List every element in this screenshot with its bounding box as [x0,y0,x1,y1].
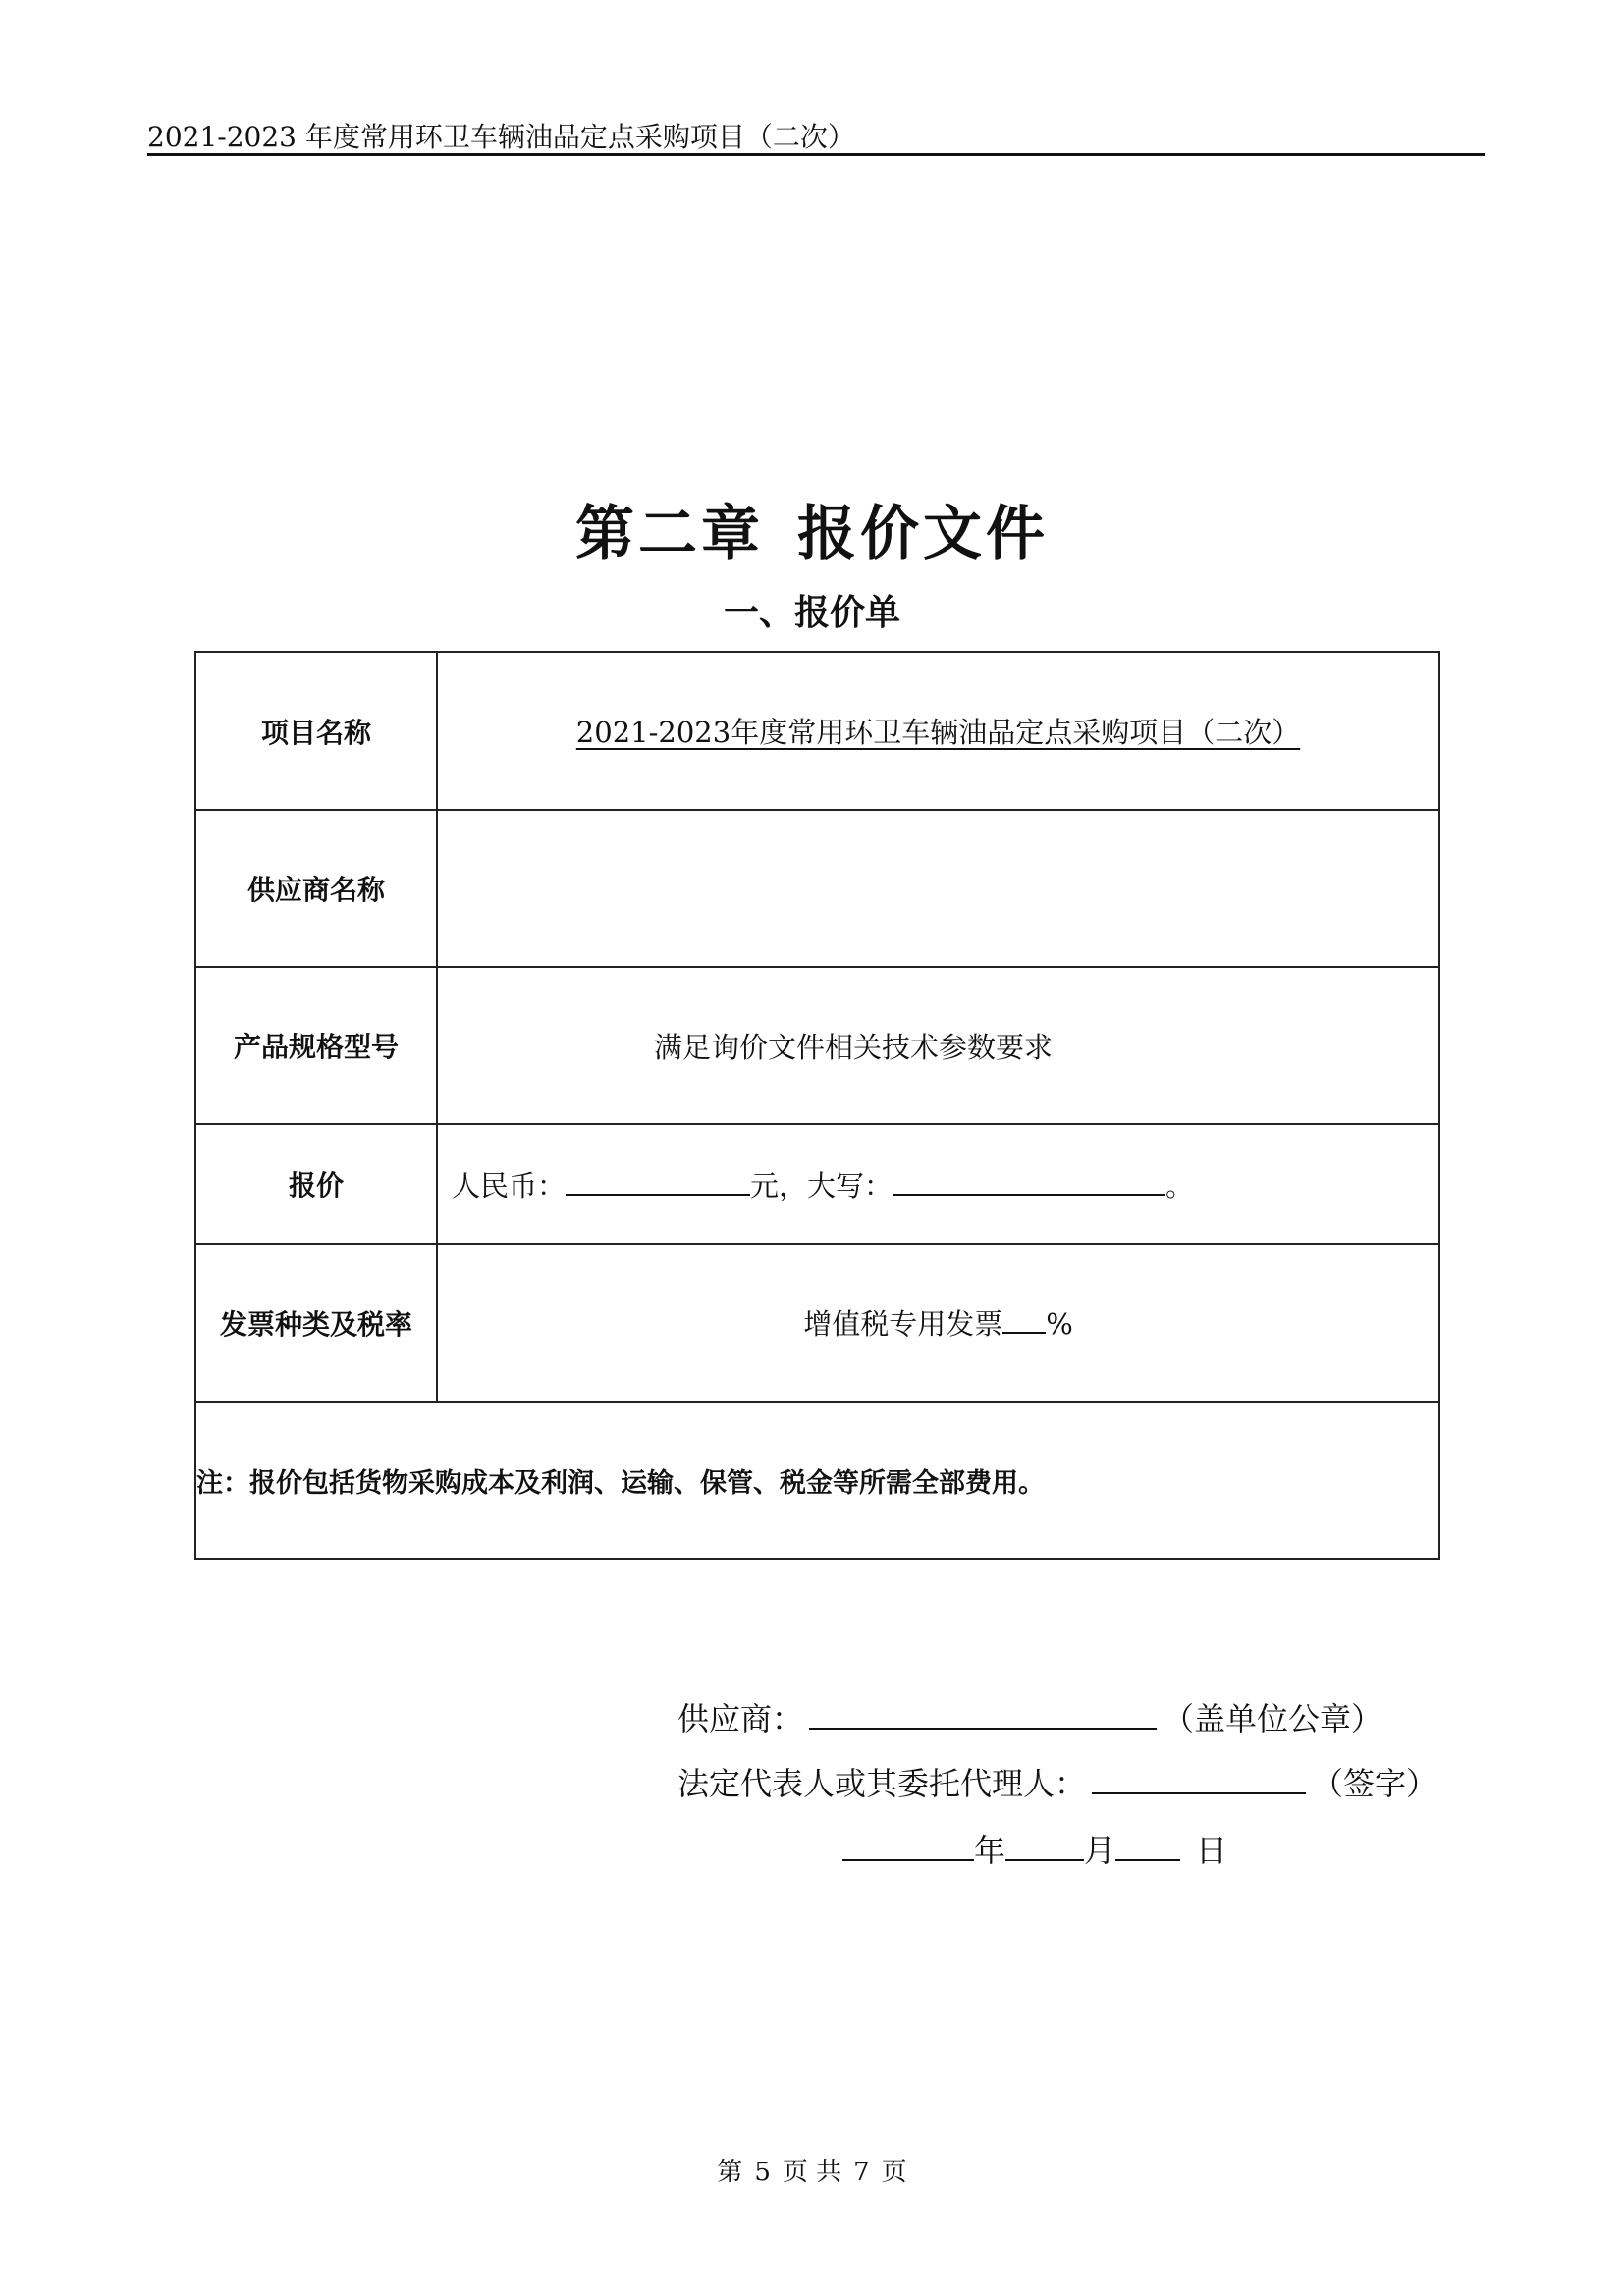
page-number: 5 [754,2158,771,2187]
chapter-name: 报价文件 [797,500,1049,568]
table-row [195,1244,1439,1402]
month-label: 月 [1084,1832,1116,1869]
project-name-value: 2021-2023年度常用环卫车辆油品定点采购项目（二次） [575,716,1301,749]
tax-rate-blank[interactable] [1002,1305,1046,1334]
header-rule [147,153,1485,156]
invoice-type-text: 增值税专用发票 [803,1308,1003,1341]
supplier-blank[interactable] [809,1700,1157,1730]
quotation-table [194,651,1440,1560]
footer-suffix: 页 [881,2158,907,2187]
supplier-seal-note: （盖单位公章） [1163,1700,1383,1737]
table-row [195,1402,1439,1559]
supplier-label: 供应商： [677,1700,804,1737]
chapter-title [0,487,1624,571]
tax-rate-percent: % [1046,1308,1073,1341]
product-spec-value: 满足询价文件相关技术参数要求 [437,967,1439,1124]
table-row [195,810,1439,967]
table-row [195,1124,1439,1244]
year-blank[interactable] [842,1832,974,1861]
supplier-signature-line [677,1694,1382,1739]
day-blank[interactable] [1115,1832,1180,1861]
table-row [195,967,1439,1124]
representative-label: 法定代表人或其委托代理人： [677,1765,1087,1802]
representative-blank[interactable] [1092,1765,1306,1794]
table-row [195,652,1439,810]
representative-signature-line [677,1759,1437,1804]
total-pages: 7 [853,2158,870,2187]
day-label: 日 [1196,1832,1228,1869]
price-label: 报价 [195,1124,437,1244]
price-capital-label: 元，大写： [750,1168,893,1202]
year-label: 年 [974,1832,1006,1869]
price-capital-blank[interactable] [893,1166,1165,1196]
footer-prefix: 第 [717,2158,743,2187]
price-amount-blank[interactable] [566,1166,750,1196]
price-rmb-label: 人民币： [452,1168,567,1202]
page-footer [0,2152,1624,2188]
supplier-name-field[interactable] [437,810,1439,967]
header-title: 2021-2023 年度常用环卫车辆油品定点采购项目（二次） [147,121,855,153]
price-cell [437,1124,1439,1244]
footer-mid: 页 共 [782,2158,842,2187]
month-blank[interactable] [1005,1832,1084,1861]
section-title: 一、报价单 [723,593,900,633]
invoice-type-cell [437,1244,1439,1402]
product-spec-label: 产品规格型号 [195,967,437,1124]
representative-sign-note: （签字） [1312,1765,1438,1802]
date-line [842,1826,1227,1871]
project-name-cell [437,652,1439,810]
project-name-label: 项目名称 [195,652,437,810]
supplier-name-label: 供应商名称 [195,810,437,967]
table-note: 注：报价包括货物采购成本及利润、运输、保管、税金等所需全部费用。 [195,1402,1439,1559]
price-period: 。 [1165,1168,1195,1202]
chapter-number: 第二章 [575,500,764,568]
invoice-type-label: 发票种类及税率 [195,1244,437,1402]
